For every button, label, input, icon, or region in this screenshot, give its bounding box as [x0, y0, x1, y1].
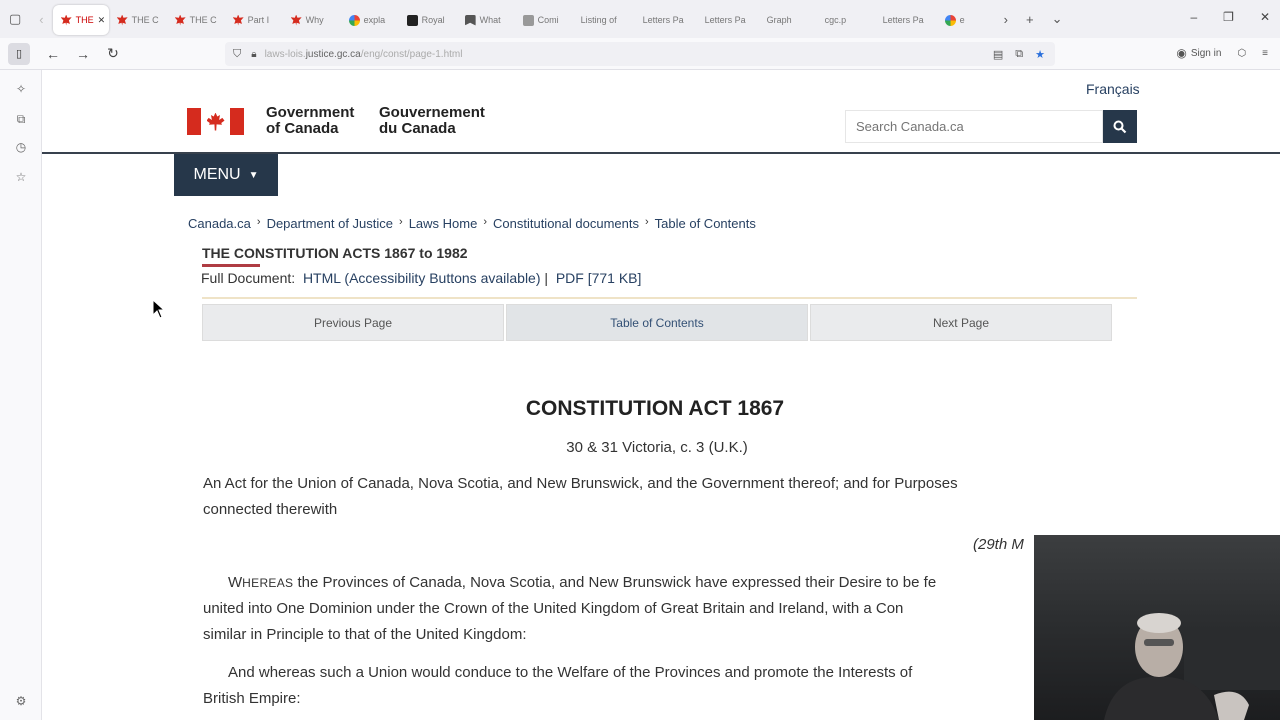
signature-en-line2: of Canada — [266, 120, 339, 137]
browser-tab[interactable] — [167, 5, 225, 35]
breadcrumb-laws-home[interactable]: Laws Home — [408, 216, 478, 231]
back-icon[interactable]: ← — [46, 45, 60, 62]
tab-label: e — [959, 15, 965, 25]
tab-label: Letters Pa — [882, 15, 924, 25]
browser-tab[interactable] — [573, 5, 635, 35]
para1-line1 — [203, 570, 936, 596]
tab-label: Royal — [421, 15, 445, 25]
tab-label: Letters Pa — [642, 15, 684, 25]
breadcrumb-justice[interactable]: Department of Justice — [266, 216, 394, 231]
browser-tab[interactable] — [457, 5, 515, 35]
tab-label: Part I — [247, 15, 270, 25]
doc-icon — [523, 15, 534, 26]
google-icon — [349, 15, 360, 26]
whereas-initial: W — [228, 574, 243, 591]
search-input[interactable] — [845, 110, 1103, 143]
preamble-paragraph-1 — [203, 570, 936, 648]
browser-nav-bar — [0, 38, 1280, 70]
url-prefix: laws-lois. — [264, 48, 306, 60]
dark-site-icon — [407, 15, 418, 26]
maple-leaf-icon — [233, 15, 244, 26]
google-icon — [945, 15, 956, 26]
minimize-icon[interactable]: – — [1190, 10, 1198, 24]
browser-tab[interactable] — [635, 5, 697, 35]
pdf-document-link[interactable]: PDF [771 KB] — [555, 270, 642, 286]
canada-flag-icon[interactable] — [187, 108, 244, 135]
browser-tab[interactable] — [109, 5, 167, 35]
menu-button[interactable] — [174, 154, 278, 196]
document-title: THE CONSTITUTION ACTS 1867 to 1982 — [202, 245, 468, 261]
section-divider — [202, 297, 1137, 299]
para1-line3: similar in Principle to that of the United Kingdom: — [203, 626, 527, 643]
act-heading-text: CONSTITUTION ACT 1867 — [525, 397, 785, 420]
bookmark-star-icon[interactable]: ★ — [1035, 48, 1045, 61]
full-document-links — [201, 270, 641, 286]
reader-view-icon[interactable]: ▤ — [992, 48, 1004, 61]
tab-label: Letters Pa — [704, 15, 746, 25]
scroll-tabs-right-icon[interactable]: › — [1003, 11, 1008, 27]
sign-in-button[interactable]: Sign in — [1190, 47, 1222, 59]
chapter-citation: 30 & 31 Victoria, c. 3 (U.K.) — [566, 439, 748, 456]
browser-sidebar — [0, 70, 42, 720]
html-document-link[interactable]: HTML (Accessibility Buttons available) — [302, 270, 541, 286]
chevron-right-icon: › — [644, 216, 649, 228]
url-bar[interactable] — [225, 42, 1055, 66]
maple-leaf-icon — [117, 15, 128, 26]
para1-line1-text: the Provinces of Canada, Nova Scotia, and New Brunswick have expressed their Desire to be fe — [293, 574, 937, 591]
signature-english[interactable] — [266, 105, 354, 137]
maple-leaf-icon — [175, 15, 186, 26]
menu-label: MENU — [193, 166, 241, 183]
full-document-label: Full Document: — [201, 270, 296, 286]
synced-tabs-icon[interactable]: ⧉ — [16, 112, 26, 126]
tab-label: Why — [305, 15, 324, 25]
tab-label: Listing of — [580, 15, 617, 25]
tab-list — [53, 3, 995, 35]
tab-label: cgc.p — [824, 15, 847, 25]
long-title — [203, 471, 958, 523]
tab-label: Comi — [537, 15, 559, 25]
browser-tab[interactable] — [341, 5, 399, 35]
extensions-icon[interactable]: ⬡ — [1237, 47, 1247, 59]
chevron-right-icon: › — [256, 216, 261, 228]
sidebar-settings-icon[interactable]: ⚙ — [15, 694, 27, 708]
bookmark-icon — [465, 15, 476, 26]
browser-tab[interactable] — [515, 5, 573, 35]
whereas-smallcaps: HEREAS — [242, 576, 294, 590]
restore-icon[interactable]: ❐ — [1223, 10, 1234, 24]
para1-line2: united into One Dominion under the Crown of the United Kingdom of Great Britain and Ireland, with a Con — [203, 600, 904, 617]
new-tab-icon[interactable]: + — [1025, 11, 1034, 27]
maple-leaf-icon — [291, 15, 302, 26]
signature-french[interactable] — [379, 105, 485, 137]
para2-line1: And whereas such a Union would conduce to the Welfare of the Provinces and promote the Interests of — [228, 664, 913, 681]
menu-icon[interactable]: ≡ — [1262, 47, 1268, 59]
url-path: /eng/const/page-1.html — [360, 48, 463, 60]
browser-tab[interactable] — [225, 5, 283, 35]
browser-tab-strip — [0, 0, 1280, 38]
browser-tab[interactable] — [937, 5, 995, 35]
webcam-overlay — [1034, 535, 1280, 720]
next-page-button[interactable]: Next Page — [810, 304, 1112, 341]
breadcrumb-constitutional-documents[interactable]: Constitutional documents — [493, 216, 639, 231]
page-navigation — [202, 304, 1112, 341]
assent-date: (29th M — [973, 536, 1024, 553]
reload-icon[interactable]: ↻ — [107, 45, 119, 61]
signature-en-line1: Government — [266, 104, 355, 121]
browser-tab[interactable] — [53, 5, 109, 35]
chevron-right-icon: › — [483, 216, 487, 228]
history-icon[interactable]: ◷ — [15, 140, 27, 154]
act-heading — [42, 397, 1272, 421]
scroll-tabs-left-icon[interactable]: ‹ — [39, 11, 44, 27]
shield-icon[interactable]: ⛉ — [233, 47, 242, 60]
browser-tab[interactable] — [283, 5, 341, 35]
presenter-video-icon — [1034, 535, 1280, 720]
account-icon[interactable]: ◉ — [1176, 46, 1187, 60]
link-separator: | — [544, 270, 549, 286]
signature-fr-line2: du Canada — [379, 120, 456, 137]
chevron-down-icon: ▼ — [248, 169, 259, 181]
signature-fr-line1: Gouvernement — [379, 104, 485, 121]
long-title-line1: An Act for the Union of Canada, Nova Scotia, and New Brunswick, and the Government thereof; and for Purposes — [203, 475, 958, 492]
tab-label: What — [479, 15, 501, 25]
chevron-right-icon: › — [399, 216, 403, 228]
tab-label: THE C — [189, 15, 217, 25]
breadcrumb-canada[interactable]: Canada.ca — [188, 216, 251, 231]
browser-tab[interactable] — [399, 5, 457, 35]
sidebar-toggle-icon[interactable]: ▯ — [8, 43, 30, 65]
long-title-line2: connected therewith — [203, 501, 338, 518]
tab-label: THE — [75, 15, 94, 25]
search-icon — [1113, 120, 1127, 134]
picture-icon[interactable]: ⧉ — [1015, 47, 1024, 60]
para2-line2: British Empire: — [203, 690, 301, 707]
window-controls — [1190, 10, 1270, 24]
browser-tab[interactable] — [875, 5, 937, 35]
tab-label: THE C — [131, 15, 159, 25]
close-window-icon[interactable]: ✕ — [1259, 10, 1270, 24]
title-underline — [202, 264, 260, 267]
preamble-paragraph-2 — [203, 660, 912, 712]
browser-tab[interactable] — [817, 5, 875, 35]
browser-tab[interactable] — [759, 5, 817, 35]
breadcrumb-table-of-contents[interactable]: Table of Contents — [654, 216, 756, 231]
tab-label: expla — [363, 15, 386, 25]
ai-chat-icon[interactable]: ✧ — [15, 82, 27, 96]
close-tab-icon[interactable]: ✕ — [97, 14, 106, 25]
chevron-down-icon[interactable]: ⌄ — [1051, 11, 1063, 26]
forward-icon[interactable]: → — [76, 45, 90, 62]
url-domain: justice.gc.ca — [305, 48, 361, 60]
previous-page-button[interactable]: Previous Page — [202, 304, 504, 341]
maple-leaf-icon — [61, 15, 72, 26]
search-button[interactable] — [1103, 110, 1137, 143]
table-of-contents-button[interactable]: Table of Contents — [506, 304, 808, 341]
bookmarks-icon[interactable]: ☆ — [15, 170, 27, 184]
lock-icon[interactable]: 🔒︎ — [251, 48, 257, 60]
tab-list-icon[interactable]: ▢ — [9, 11, 22, 26]
tab-label: Graph — [766, 15, 792, 25]
breadcrumb — [188, 216, 756, 231]
browser-tab[interactable] — [697, 5, 759, 35]
mouse-cursor-icon — [152, 299, 166, 319]
language-toggle-link[interactable]: Français — [1086, 81, 1140, 97]
